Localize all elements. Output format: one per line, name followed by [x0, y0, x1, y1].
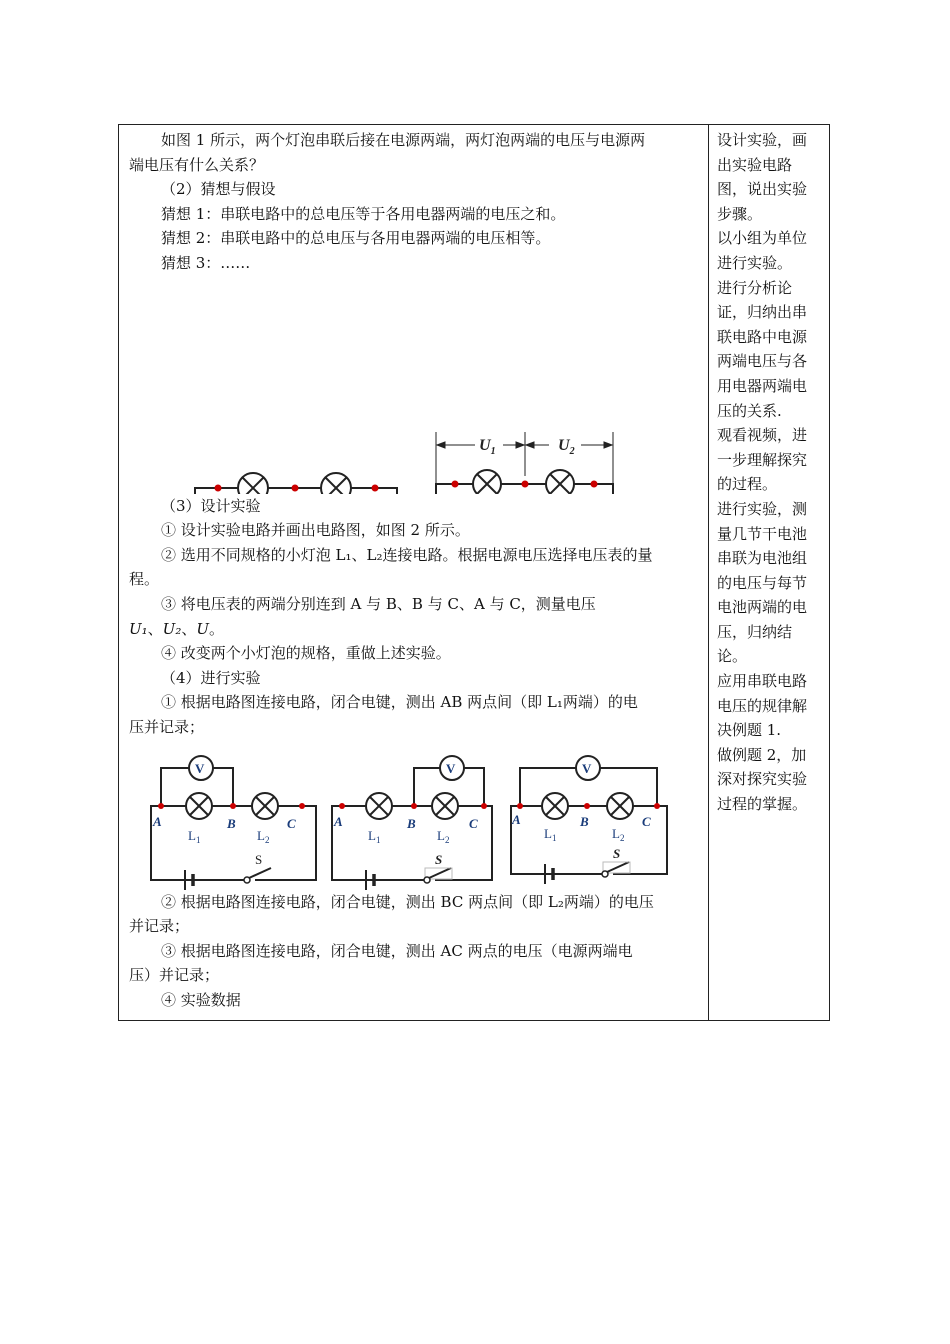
- point-c-dot: [481, 803, 487, 809]
- experiment-step: ③ 根据电路图连接电路，闭合电键，测出 AC 两点的电压（电源两端电: [161, 941, 633, 960]
- section-title: （2）猜想与假设: [161, 180, 276, 199]
- point-c-dot: [654, 803, 660, 809]
- point-b-dot: [292, 484, 299, 491]
- side-note-line: 串联为电池组: [717, 549, 808, 568]
- point-b-dot: [230, 803, 236, 809]
- experiment-step-cont: 压）并记录；: [129, 966, 220, 985]
- design-step-cont: U₁、U₂、U。: [129, 619, 225, 638]
- design-step: ③ 将电压表的两端分别连到 A 与 B、B 与 C、A 与 C，测量电压: [161, 594, 596, 613]
- side-note-line: 证，归纳出串: [717, 303, 808, 322]
- voltmeter-circuits: [129, 740, 699, 890]
- u2-label: $U_2$: [558, 436, 575, 457]
- side-note-line: 出实验电路: [717, 155, 793, 174]
- section-title: （3）设计实验: [161, 496, 261, 515]
- label-b: B: [407, 815, 416, 831]
- experiment-step: ② 根据电路图连接电路，闭合电键，测出 BC 两点间（即 L₂两端）的电压: [161, 892, 654, 911]
- experiment-step: ① 根据电路图连接电路，闭合电键，测出 AB 两点间（即 L₁两端）的电: [161, 693, 638, 712]
- side-note-line: 做例题 2，加: [717, 745, 807, 764]
- u1-label: $U_1$: [479, 436, 496, 457]
- voltmeter-icon: V: [195, 760, 205, 776]
- intro-line: 如图 1 所示，两个灯泡串联后接在电源两端，两灯泡两端的电压与电源两: [161, 131, 646, 149]
- point-a-dot: [517, 803, 523, 809]
- label-b: B: [580, 813, 589, 829]
- point-c-dot: [372, 484, 379, 491]
- design-step: ② 选用不同规格的小灯泡 L₁、L₂连接电路。根据电源电压选择电压表的量: [161, 545, 653, 564]
- side-note-line: 过程的掌握。: [717, 795, 808, 814]
- experiment-step-cont: 压并记录；: [129, 717, 205, 736]
- point-a-dot: [452, 480, 459, 487]
- switch-label: S: [255, 851, 263, 867]
- design-step: ① 设计实验电路并画出电路图，如图 2 所示。: [161, 521, 470, 540]
- side-column: [717, 128, 823, 817]
- main-column: [129, 128, 699, 1012]
- side-note-line: 步骤。: [717, 204, 763, 223]
- label-b: B: [227, 815, 236, 831]
- switch-label: S: [435, 851, 443, 867]
- label-a: A: [334, 813, 343, 829]
- label-c: C: [642, 813, 651, 829]
- hypothesis-1: 猜想 1：串联电路中的总电压等于各用电器两端的电压之和。: [161, 204, 566, 223]
- side-note-line: 论。: [717, 647, 748, 666]
- point-a-dot: [339, 803, 345, 809]
- section-title: （4）进行实验: [161, 668, 261, 687]
- label-a: A: [153, 813, 162, 829]
- switch-terminal: [602, 871, 608, 877]
- side-note-line: 观看视频，进: [717, 426, 808, 445]
- experiment-step: ④ 实验数据: [161, 990, 241, 1009]
- label-c: C: [287, 815, 296, 831]
- design-step-cont: 程。: [129, 570, 160, 589]
- experiment-step-cont: 并记录；: [129, 917, 190, 936]
- lamp-2-label: $L_2$: [612, 825, 625, 843]
- side-note-line: 两端电压与各: [717, 352, 808, 371]
- circuit-figures-1-2: [129, 276, 699, 494]
- side-note-line: 用电器两端电: [717, 376, 808, 395]
- lamp-2-label: $L_2$: [257, 827, 270, 845]
- side-note-line: 图，说出实验: [717, 180, 808, 199]
- point-b-dot: [411, 803, 417, 809]
- lamp-1-label: $L_1$: [544, 825, 557, 843]
- label-a: A: [512, 811, 521, 827]
- side-note-line: 电池两端的电: [717, 598, 808, 617]
- side-note-line: 进行实验，测: [717, 499, 808, 518]
- side-note-line: 压的关系.: [717, 401, 782, 420]
- side-note-line: 以小组为单位: [717, 229, 808, 248]
- hypothesis-3: 猜想 3：……: [161, 253, 251, 272]
- side-note-line: 的过程。: [717, 475, 778, 494]
- point-c-dot: [299, 803, 305, 809]
- side-note-line: 联电路中电源: [717, 327, 808, 346]
- lamp-2-label: $L_2$: [437, 827, 450, 845]
- side-note-line: 决例题 1.: [717, 721, 782, 740]
- column-divider: [708, 125, 709, 1020]
- lamp-1-label: $L_1$: [188, 827, 201, 845]
- point-b-dot: [584, 803, 590, 809]
- voltmeter-icon: V: [446, 760, 456, 776]
- point-a-dot: [215, 484, 222, 491]
- switch-terminal: [244, 877, 250, 883]
- hypothesis-2: 猜想 2：串联电路中的总电压与各用电器两端的电压相等。: [161, 229, 551, 248]
- lesson-table: [118, 124, 830, 1021]
- side-note-line: 设计实验，画: [717, 131, 808, 149]
- side-note-line: 深对探究实验: [717, 770, 808, 789]
- design-step: ④ 改变两个小灯泡的规格，重做上述实验。: [161, 644, 451, 663]
- side-note-line: 一步理解探究: [717, 450, 808, 469]
- point-a-dot: [158, 803, 164, 809]
- side-note-line: 的电压与每节: [717, 573, 808, 592]
- side-note-line: 应用串联电路: [717, 672, 808, 691]
- point-c-dot: [591, 480, 598, 487]
- side-note-line: 压，归纳结: [717, 622, 793, 641]
- lamp-1-label: $L_1$: [368, 827, 381, 845]
- switch-terminal: [424, 877, 430, 883]
- switch-label: S: [613, 845, 621, 861]
- intro-line: 端电压有什么关系？: [129, 155, 265, 174]
- voltmeter-icon: V: [582, 760, 592, 776]
- side-note-line: 进行分析论: [717, 278, 793, 297]
- label-c: C: [469, 815, 478, 831]
- side-note-line: 电压的规律解: [717, 696, 808, 715]
- side-note-line: 进行实验。: [717, 253, 793, 272]
- point-b-dot: [522, 480, 529, 487]
- side-note-line: 量几节干电池: [717, 524, 808, 543]
